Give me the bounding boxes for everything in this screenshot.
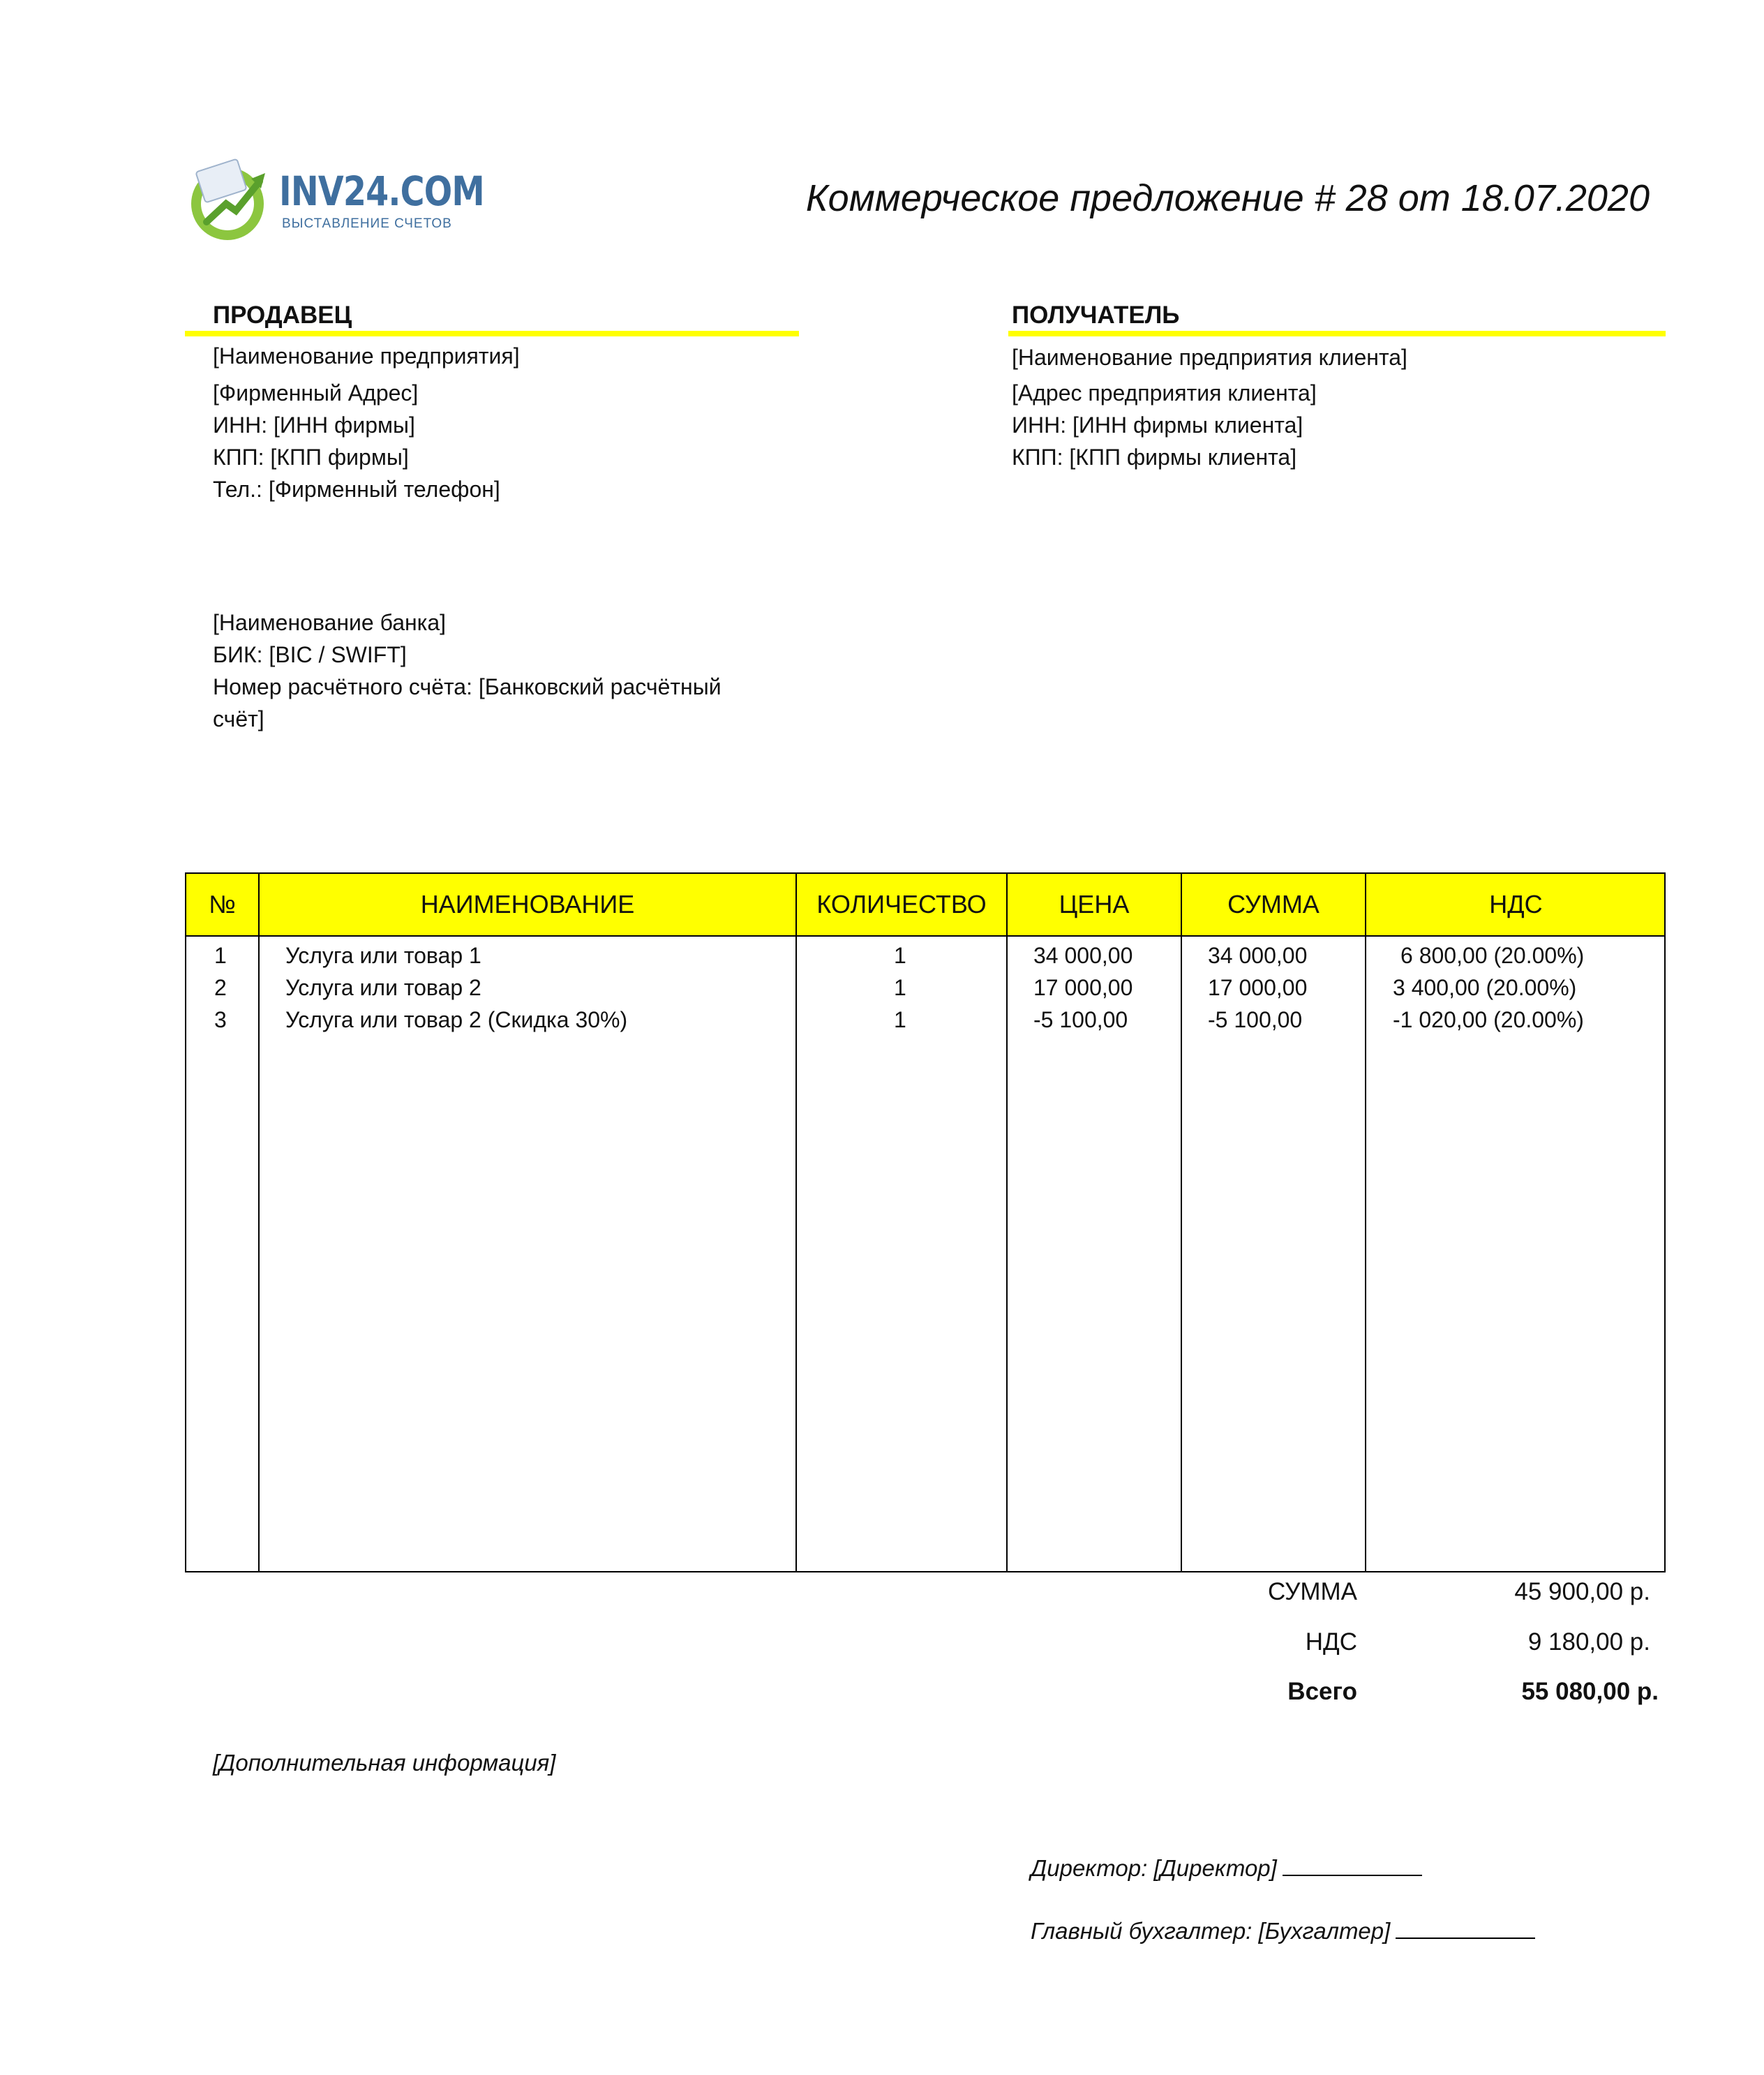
row2-name: Услуга или товар 2 [285, 975, 481, 1000]
row2-price: 17 000,00 [1033, 975, 1133, 1000]
logo-icon [187, 155, 278, 246]
director-signature-line [1283, 1854, 1422, 1876]
row1-no: 1 [214, 943, 227, 968]
seller-inn: ИНН: [ИНН фирмы] [213, 412, 415, 438]
subtotal-value: 45 900,00 р. [1514, 1578, 1650, 1605]
col-header-vat: НДС [1489, 890, 1543, 918]
items-table [185, 872, 1666, 1572]
table-header [186, 874, 1664, 937]
recipient-address: [Адрес предприятия клиента] [1012, 380, 1317, 406]
seller-phone: Тел.: [Фирменный телефон] [213, 477, 500, 502]
col-header-sum: СУММА [1227, 890, 1320, 918]
row3-qty: 1 [894, 1007, 906, 1032]
bank-name: [Наименование банка] [213, 610, 447, 635]
col-divider [1365, 874, 1366, 1571]
director-label: Директор: [Директор] [1031, 1855, 1277, 1881]
col-divider [1006, 874, 1008, 1571]
logo-tagline: ВЫСТАВЛЕНИЕ СЧЕТОВ [282, 216, 452, 231]
recipient-inn: ИНН: [ИНН фирмы клиента] [1012, 412, 1303, 438]
additional-info: [Дополнительная информация] [213, 1750, 556, 1776]
col-divider [1181, 874, 1182, 1571]
accountant-label: Главный бухгалтер: [Бухгалтер] [1031, 1918, 1391, 1944]
row2-no: 2 [214, 975, 227, 1000]
row1-vat: 6 800,00 (20.00%) [1400, 943, 1585, 968]
col-divider [795, 874, 797, 1571]
row3-no: 3 [214, 1007, 227, 1032]
subtotal-label: СУММА [1267, 1578, 1357, 1605]
recipient-heading: ПОЛУЧАТЕЛЬ [1012, 302, 1180, 329]
accountant-signature-line [1396, 1917, 1535, 1939]
document-title: Коммерческое предложение # 28 от 18.07.2020 [805, 177, 1650, 219]
col-header-qty: КОЛИЧЕСТВО [816, 890, 987, 918]
company-logo [187, 155, 484, 246]
recipient-company: [Наименование предприятия клиента] [1012, 345, 1407, 370]
row3-price: -5 100,00 [1033, 1007, 1128, 1032]
seller-divider [185, 331, 799, 336]
vat-total-value: 9 180,00 р. [1527, 1628, 1650, 1656]
bank-account: Номер расчётного счёта: [Банковский расчётный [213, 674, 722, 699]
row3-sum: -5 100,00 [1208, 1007, 1303, 1032]
grand-total-label: Всего [1287, 1678, 1357, 1705]
col-divider [258, 874, 260, 1571]
bank-account-cont: счёт] [213, 706, 264, 731]
recipient-kpp: КПП: [КПП фирмы клиента] [1012, 445, 1297, 470]
row1-price: 34 000,00 [1033, 943, 1133, 968]
logo-name: INV24.COM [279, 168, 484, 215]
row1-sum: 34 000,00 [1208, 943, 1308, 968]
row2-qty: 1 [894, 975, 906, 1000]
row2-sum: 17 000,00 [1208, 975, 1308, 1000]
row3-name: Услуга или товар 2 (Скидка 30%) [285, 1007, 628, 1032]
row1-name: Услуга или товар 1 [285, 943, 481, 968]
seller-address: [Фирменный Адрес] [213, 380, 419, 406]
bank-bic: БИК: [BIC / SWIFT] [213, 642, 407, 667]
col-header-price: ЦЕНА [1059, 890, 1130, 918]
row1-qty: 1 [894, 943, 906, 968]
col-header-name: НАИМЕНОВАНИЕ [420, 890, 635, 918]
row3-vat: -1 020,00 (20.00%) [1393, 1007, 1584, 1032]
seller-heading: ПРОДАВЕЦ [213, 302, 352, 329]
recipient-divider [1008, 331, 1666, 336]
director-signature [1031, 1854, 1422, 1882]
seller-kpp: КПП: [КПП фирмы] [213, 445, 409, 470]
vat-total-label: НДС [1305, 1628, 1357, 1656]
row2-vat: 3 400,00 (20.00%) [1393, 975, 1577, 1000]
col-header-no: № [209, 890, 236, 918]
grand-total-value: 55 080,00 р. [1521, 1678, 1659, 1705]
seller-company: [Наименование предприятия] [213, 343, 520, 369]
accountant-signature [1031, 1917, 1535, 1944]
